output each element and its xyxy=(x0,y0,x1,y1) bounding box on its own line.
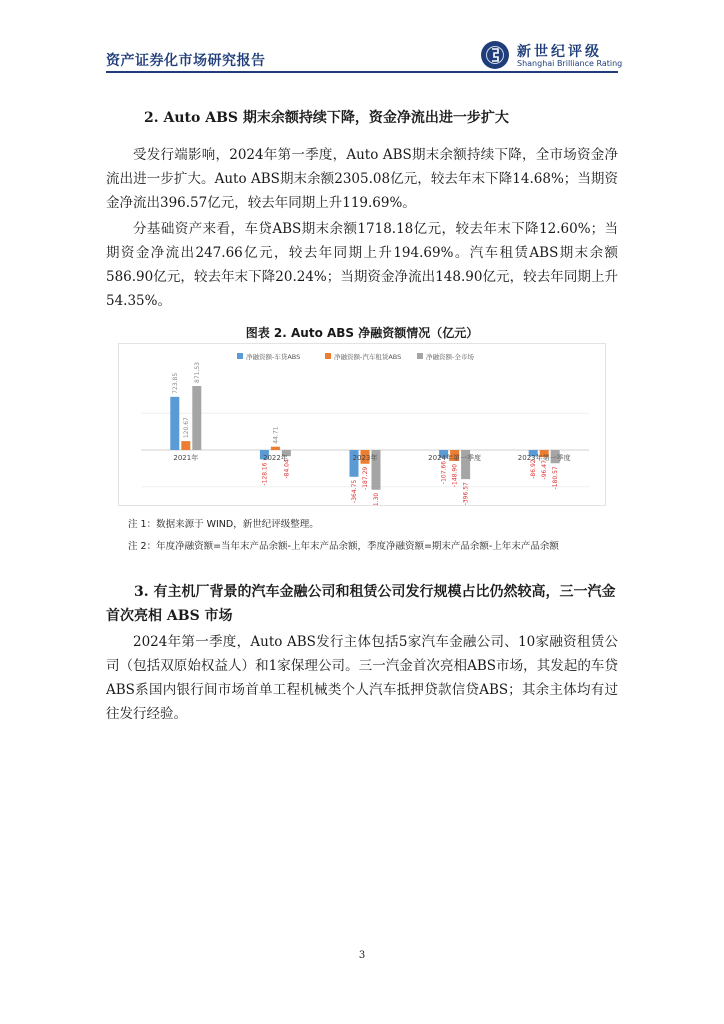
report-title: 资产证券化市场研究报告 xyxy=(106,53,266,69)
data-label-1-4: -96.47 xyxy=(541,460,549,480)
legend-label-0: 净融资额-车贷ABS xyxy=(246,353,301,361)
category-label-4: 2023年第一季度 xyxy=(517,454,571,462)
data-label-1-3: -148.90 xyxy=(451,463,459,488)
bar-1-0 xyxy=(181,441,190,450)
net-financing-bar-chart xyxy=(119,344,605,505)
data-label-0-3: -107.66 xyxy=(440,460,448,485)
legend-label-1: 净融资额-汽车租赁ABS xyxy=(334,353,402,361)
category-label-1: 2022年 xyxy=(262,454,288,462)
section-2-heading: 2. Auto ABS 期末余额持续下降，资金净流出进一步扩大 xyxy=(144,110,509,126)
brand-name-en: Shanghai Brilliance Rating xyxy=(517,59,623,68)
data-label-1-1: 44.71 xyxy=(272,426,280,444)
figure-note-2: 注 2：年度净融资额=当年末产品余额-上年末产品余额，季度净融资额=期末产品余额-上年末产品余额 xyxy=(128,541,559,552)
bar-0-0 xyxy=(170,397,179,450)
brand-name-cn: 新世纪评级 xyxy=(517,44,602,60)
bar-1-1 xyxy=(271,447,280,450)
header-divider xyxy=(106,71,618,73)
data-label-0-4: -86.92 xyxy=(530,459,538,479)
data-label-2-4: -180.57 xyxy=(552,466,560,490)
legend-swatch-0 xyxy=(237,353,243,359)
figure-title: 图表 2. Auto ABS 净融资额情况（亿元） xyxy=(245,326,479,340)
data-label-2-3: -396.57 xyxy=(462,482,470,505)
data-label-2-1: -84.04 xyxy=(283,459,291,479)
data-label-1-2: -187.29 xyxy=(362,466,369,490)
data-label-0-2: -364.75 xyxy=(351,479,358,503)
section-2-paragraph-1: 受发行端影响，2024年第一季度，Auto ABS期末余额持续下降，全市场资金净流出进一步扩大。Auto ABS期末余额2305.08亿元，较去年末下降14.68%；当期资金净流出396.57亿元，较去年同期上升119.69%。 xyxy=(106,147,618,211)
section-3-heading: 3. 有主机厂背景的汽车金融公司和租赁公司发行规模占比仍然较高，三一汽金首次亮相 ABS 市场 xyxy=(106,584,616,624)
data-label-0-1: -128.16 xyxy=(261,462,269,486)
section-2-paragraph-2: 分基础资产来看，车贷ABS期末余额1718.18亿元，较去年末下降12.60%；当期资金净流出247.66亿元，较去年同期上升194.69%。汽车租赁ABS期末余额586.90亿元，较去年末下降20.24%；当期资金净流出148.90亿元，较去年同期上升54.35%。 xyxy=(106,221,618,309)
data-label-1-0: 120.67 xyxy=(182,417,190,439)
legend-label-2: 净融资额-全市场 xyxy=(426,353,474,361)
page-number: 3 xyxy=(358,950,366,961)
section-3-paragraph: 2024年第一季度，Auto ABS发行主体包括5家汽车金融公司、10家融资租赁公司（包括双原始权益人）和1家保理公司。三一汽金首次亮相ABS市场，其发起的车贷ABS系国内银行间市场首单工程机械类个人汽车抵押贷款信贷ABS；其余主体均有过往发行经验。 xyxy=(106,634,618,722)
legend-swatch-1 xyxy=(325,353,331,359)
legend-swatch-2 xyxy=(417,353,423,359)
category-label-3: 2024年第一季度 xyxy=(428,454,482,462)
category-label-2: 2023年 xyxy=(352,454,378,462)
chart-container xyxy=(118,343,606,506)
brand-logo-icon xyxy=(481,41,509,69)
bar-2-0 xyxy=(192,386,201,450)
data-label-2-2: -541.30 xyxy=(373,492,380,505)
category-label-0: 2021年 xyxy=(173,454,199,462)
data-label-2-0: 871.53 xyxy=(193,362,201,383)
data-label-0-0: 723.85 xyxy=(171,372,179,394)
figure-note-1: 注 1：数据来源于 WIND，新世纪评级整理。 xyxy=(128,519,319,530)
